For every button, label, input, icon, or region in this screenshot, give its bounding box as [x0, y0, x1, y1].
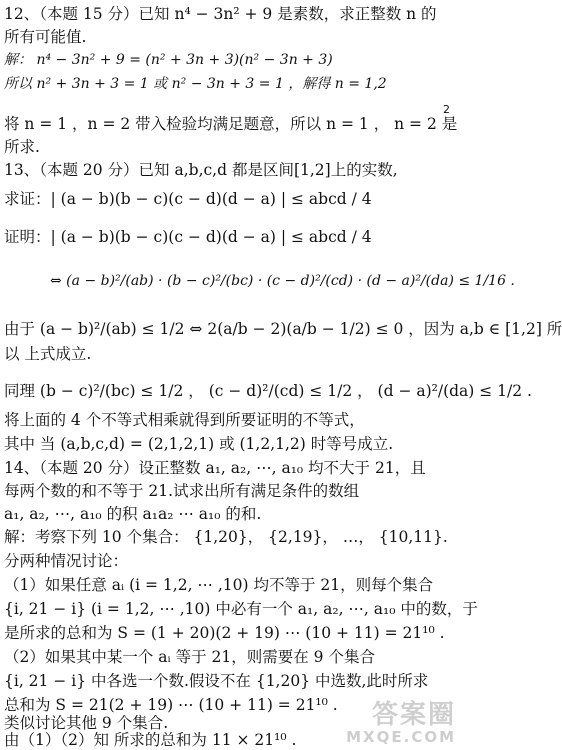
p14-line-5: 分两种情况讨论：	[4, 552, 129, 570]
p13-line-3: 证明：| (a − b)(b − c)(c − d)(d − a) | ≤ abcd / 4	[4, 228, 372, 246]
p13-line-4: ⇔ (a − b)²/(ab) · (b − c)²/(bc) · (c − d)²/(cd) · (d − a)²/(da) ≤ 1/16 .	[50, 273, 515, 289]
p13-line-5: 由于 (a − b)²/(ab) ≤ 1/2 ⇔ 2(a/b − 2)(a/b − 1/2) ≤ 0 ，因为 a,b ∈ [1,2] 所	[4, 320, 562, 338]
p13-line-9: 其中 当 (a,b,c,d) = (2,1,2,1) 或 (1,2,1,2) 时等号成立.	[4, 435, 394, 453]
p12-line-3: 解： n⁴ − 3n² + 9 = (n² + 3n + 3)(n² − 3n + 3)	[4, 52, 333, 68]
p14-line-6: （1）如果任意 aᵢ (i = 1,2, ⋯ ,10) 均不等于 21，则每个集合	[4, 576, 434, 594]
p13-line-1: 13、（本题 20 分）已知 a,b,c,d 都是区间[1,2]上的实数,	[4, 161, 398, 179]
p12-line-2: 所有可能值.	[4, 28, 87, 46]
p14-line-12: 类似讨论其他 9 个集合.	[4, 714, 169, 732]
p14-line-10: {i, 21 − i} 中各选一个数.假设不在 {1,20} 中选数,此时所求	[4, 672, 429, 690]
p14-line-13: 由（1）（2）知 所求的总和为 11 × 21¹⁰ .	[4, 731, 297, 749]
p12-line-5: 将 n = 1 ，n = 2 带入检验均满足题意，所以 n = 1 ， n = 2 是	[4, 115, 458, 133]
p14-line-7: {i, 21 − i} (i = 1,2, ⋯ ,10) 中必有一个 a₁, a₂, ⋯, a₁₀ 中的数，于	[4, 600, 478, 618]
p14-line-8: 是所求的总和为 S = (1 + 20)(2 + 19) ⋯ (10 + 11) = 21¹⁰ .	[4, 624, 445, 642]
watermark-cn: 答案圈	[371, 700, 456, 730]
p12-line-4: 所以 n² + 3n + 3 = 1 或 n² − 3n + 3 = 1 ，解得 n = 1,2	[4, 76, 387, 92]
p14-line-11: 总和为 S = 21(2 + 19) ⋯ (10 + 11) = 21¹⁰ .	[4, 696, 338, 714]
p12-line-6: 所求.	[4, 138, 40, 156]
p13-line-7: 同理 (b − c)²/(bc) ≤ 1/2 ， (c − d)²/(cd) ≤ 1/2 ， (d − a)²/(da) ≤ 1/2 .	[4, 382, 532, 400]
p12-corner-mark: 2	[443, 103, 450, 116]
p13-line-6: 以 上式成立.	[4, 345, 92, 363]
site-watermark	[346, 701, 456, 745]
p14-line-2: 每两个数的和不等于 21.试求出所有满足条件的数组	[4, 482, 360, 500]
p14-line-3: a₁, a₂, ⋯, a₁₀ 的积 a₁a₂ ⋯ a₁₀ 的和.	[4, 505, 262, 523]
watermark-en: MXQE.COM	[346, 728, 456, 746]
p14-line-1: 14、（本题 20 分）设正整数 a₁, a₂, ⋯, a₁₀ 均不大于 21，且	[4, 459, 426, 477]
p13-line-8: 将上面的 4 个不等式相乘就得到所要证明的不等式，	[4, 411, 365, 429]
p12-line-1: 12、（本题 15 分）已知 n⁴ − 3n² + 9 是素数，求正整数 n 的	[4, 5, 437, 23]
p13-line-2: 求证：| (a − b)(b − c)(c − d)(d − a) | ≤ abcd / 4	[4, 190, 372, 208]
p14-line-9: （2）如果其中某一个 aᵢ 等于 21，则需要在 9 个集合	[4, 648, 375, 666]
p14-line-4: 解：考察下列 10 个集合： {1,20}， {2,19}， …， {10,11}.	[4, 528, 448, 546]
